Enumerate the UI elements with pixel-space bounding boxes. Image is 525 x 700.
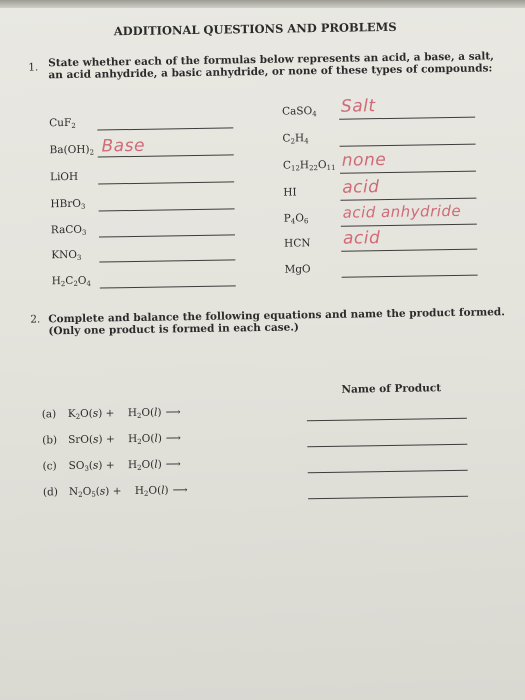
product-name-blank[interactable] [308, 470, 468, 474]
formula-label: RaCO$_3$ [50, 223, 87, 237]
question-2-text: Complete and balance the following equations and name the product formed. (Only one product is formed in each case.) [48, 306, 505, 338]
answer-blank[interactable] [340, 171, 476, 174]
question-1-text: State whether each of the formulas below represents an acid, a base, a salt, an acid anhydride, a basic anhydride, or none of these types of compounds: [48, 50, 494, 82]
product-name-blank[interactable] [307, 444, 467, 448]
formula-label: MgO [284, 263, 311, 276]
handwritten-answer: none [341, 150, 387, 171]
formula-label: HBrO$_3$ [50, 197, 86, 211]
formula-label: $H_2C_2O_4$ [51, 274, 92, 289]
answer-blank[interactable] [341, 249, 477, 252]
equation-reactants: $N_2O_5(s)$ + $H_2O(l)$ [68, 484, 169, 499]
answer-blank[interactable] [340, 198, 476, 201]
formula-label: CuF$_2$ [49, 116, 76, 130]
handwritten-answer: acid anhydride [342, 201, 462, 222]
answer-blank[interactable] [341, 224, 477, 227]
product-name-blank[interactable] [307, 418, 467, 422]
formula-label: $P_4O_6$ [283, 212, 309, 226]
reaction-arrow-icon: ⟶ [165, 458, 181, 471]
name-of-product-header: Name of Product [341, 382, 442, 396]
question-1-number: 1. [28, 61, 39, 74]
equation-row [42, 406, 181, 420]
answer-blank[interactable] [342, 275, 478, 278]
equation-row [42, 458, 180, 472]
handwritten-answer: Salt [340, 96, 376, 117]
equation-row [43, 484, 188, 498]
formula-label: $C_{12}H_{22}O_{11}$ [282, 158, 336, 173]
answer-blank[interactable] [99, 259, 235, 262]
handwritten-answer: acid [342, 228, 381, 249]
answer-blank[interactable] [340, 144, 476, 147]
equation-reactants: SrO(s) + $H_2O(l)$ [68, 432, 162, 447]
formula-label: HI [283, 186, 297, 199]
reaction-arrow-icon: ⟶ [172, 484, 188, 497]
formula-label: $C_2H_4$ [282, 132, 309, 146]
formula-label: CaSO$_4$ [281, 105, 317, 119]
equation-label: (b) [42, 434, 58, 447]
equation-label: (a) [41, 408, 57, 421]
page-title: ADDITIONAL QUESTIONS AND PROBLEMS [113, 19, 397, 39]
formula-label: $KNO_3$ [51, 248, 82, 262]
equation-label: (d) [42, 486, 59, 499]
product-name-blank[interactable] [308, 496, 468, 500]
answer-blank[interactable] [98, 181, 234, 184]
equation-label: (c) [42, 460, 57, 473]
question-2-number: 2. [30, 313, 41, 326]
answer-blank[interactable] [339, 117, 475, 120]
formula-label: $Ba(OH)_2$ [49, 143, 95, 157]
equation-reactants: $K_2O(s)$ + $H_2O(l)$ [67, 406, 162, 421]
answer-blank[interactable] [97, 127, 233, 130]
equation-reactants: $SO_3(s)$ + $H_2O(l)$ [68, 458, 162, 473]
reaction-arrow-icon: ⟶ [165, 406, 181, 419]
answer-blank[interactable] [99, 234, 235, 237]
equation-row [42, 432, 181, 446]
reaction-arrow-icon: ⟶ [165, 432, 182, 445]
handwritten-answer: Base [101, 135, 146, 157]
answer-blank[interactable] [99, 208, 235, 211]
formula-label: HCN [284, 237, 311, 250]
handwritten-answer: acid [342, 177, 380, 198]
formula-label: LiOH [49, 170, 79, 184]
answer-blank[interactable] [100, 285, 236, 288]
